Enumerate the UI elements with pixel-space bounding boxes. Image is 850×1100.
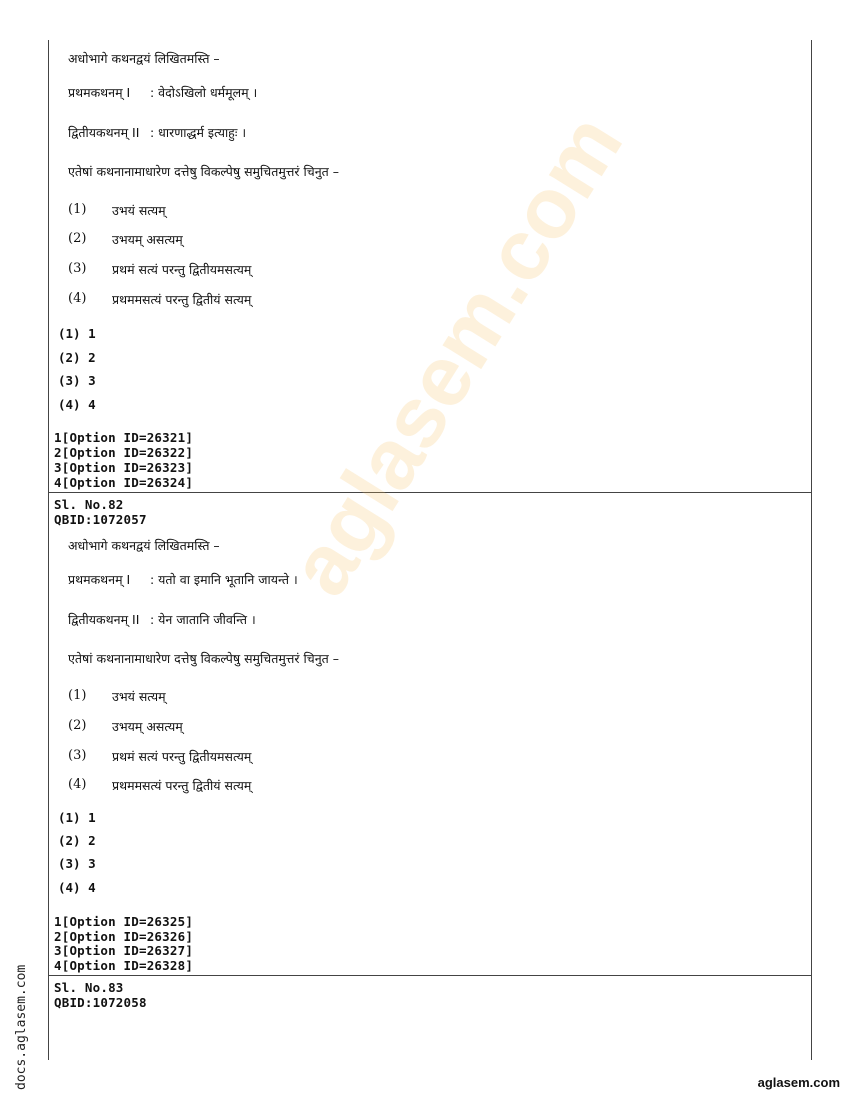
watermark: aglasem.com xyxy=(270,98,642,612)
option-text: उभयम् असत्यम् xyxy=(112,232,183,247)
question-instruction: एतेषां कथनानामाधारेण दत्तेषु विकल्पेषु समुचितमुत्तरं चिनुत – xyxy=(68,651,339,666)
option-number: (3) xyxy=(68,261,87,276)
answer-choice: (4) 4 xyxy=(58,397,96,412)
option-id: 1[Option ID=26325] xyxy=(54,914,194,929)
qbid: QBID:1072058 xyxy=(54,995,147,1010)
option-text: प्रथमं सत्यं परन्तु द्वितीयमसत्यम् xyxy=(112,749,252,764)
question-intro: अधोभागे कथनद्वयं लिखितमस्ति – xyxy=(68,51,220,66)
option-text: उभयं सत्यम् xyxy=(112,689,166,704)
question-divider xyxy=(48,975,811,976)
option-number: (2) xyxy=(68,231,87,246)
option-text: उभयं सत्यम् xyxy=(112,203,166,218)
option-number: (2) xyxy=(68,718,87,733)
option-number: (1) xyxy=(68,202,87,217)
statement-1-label: प्रथमकथनम् I xyxy=(68,85,131,100)
option-number: (1) xyxy=(68,688,87,703)
option-text: उभयम् असत्यम् xyxy=(112,719,183,734)
option-id: 3[Option ID=26327] xyxy=(54,943,194,958)
statement-1-text: : यतो वा इमानि भूतानि जायन्ते । xyxy=(150,572,298,587)
statement-2-text: : येन जातानि जीवन्ति । xyxy=(150,612,256,627)
option-number: (3) xyxy=(68,748,87,763)
serial-number: Sl. No.83 xyxy=(54,980,124,995)
option-id: 1[Option ID=26321] xyxy=(54,430,194,445)
option-number: (4) xyxy=(68,291,87,306)
statement-2-label: द्वितीयकथनम् II xyxy=(68,612,140,627)
question-intro: अधोभागे कथनद्वयं लिखितमस्ति – xyxy=(68,538,220,553)
statement-2-label: द्वितीयकथनम् II xyxy=(68,125,140,140)
statement-1-label: प्रथमकथनम् I xyxy=(68,572,131,587)
question-divider xyxy=(48,492,811,493)
answer-choice: (2) 2 xyxy=(58,350,96,365)
answer-choice: (1) 1 xyxy=(58,326,96,341)
side-url: docs.aglasem.com xyxy=(14,964,29,1090)
answer-choice: (3) 3 xyxy=(58,373,96,388)
answer-choice: (4) 4 xyxy=(58,880,96,895)
question-instruction: एतेषां कथनानामाधारेण दत्तेषु विकल्पेषु समुचितमुत्तरं चिनुत – xyxy=(68,164,339,179)
footer-brand: aglasem.com xyxy=(757,1075,840,1090)
answer-choice: (2) 2 xyxy=(58,833,96,848)
option-text: प्रथमं सत्यं परन्तु द्वितीयमसत्यम् xyxy=(112,262,252,277)
option-id: 3[Option ID=26323] xyxy=(54,460,194,475)
option-text: प्रथममसत्यं परन्तु द्वितीयं सत्यम् xyxy=(112,778,252,793)
option-text: प्रथममसत्यं परन्तु द्वितीयं सत्यम् xyxy=(112,292,252,307)
serial-number: Sl. No.82 xyxy=(54,497,124,512)
option-id: 2[Option ID=26322] xyxy=(54,445,194,460)
qbid: QBID:1072057 xyxy=(54,512,147,527)
option-number: (4) xyxy=(68,777,87,792)
statement-2-text: : धारणाद्धर्म इत्याहुः । xyxy=(150,125,247,140)
option-id: 4[Option ID=26324] xyxy=(54,475,194,490)
answer-choice: (3) 3 xyxy=(58,856,96,871)
answer-choice: (1) 1 xyxy=(58,810,96,825)
statement-1-text: : वेदोऽखिलो धर्ममूलम् । xyxy=(150,85,258,100)
option-id: 4[Option ID=26328] xyxy=(54,958,194,973)
option-id: 2[Option ID=26326] xyxy=(54,929,194,944)
